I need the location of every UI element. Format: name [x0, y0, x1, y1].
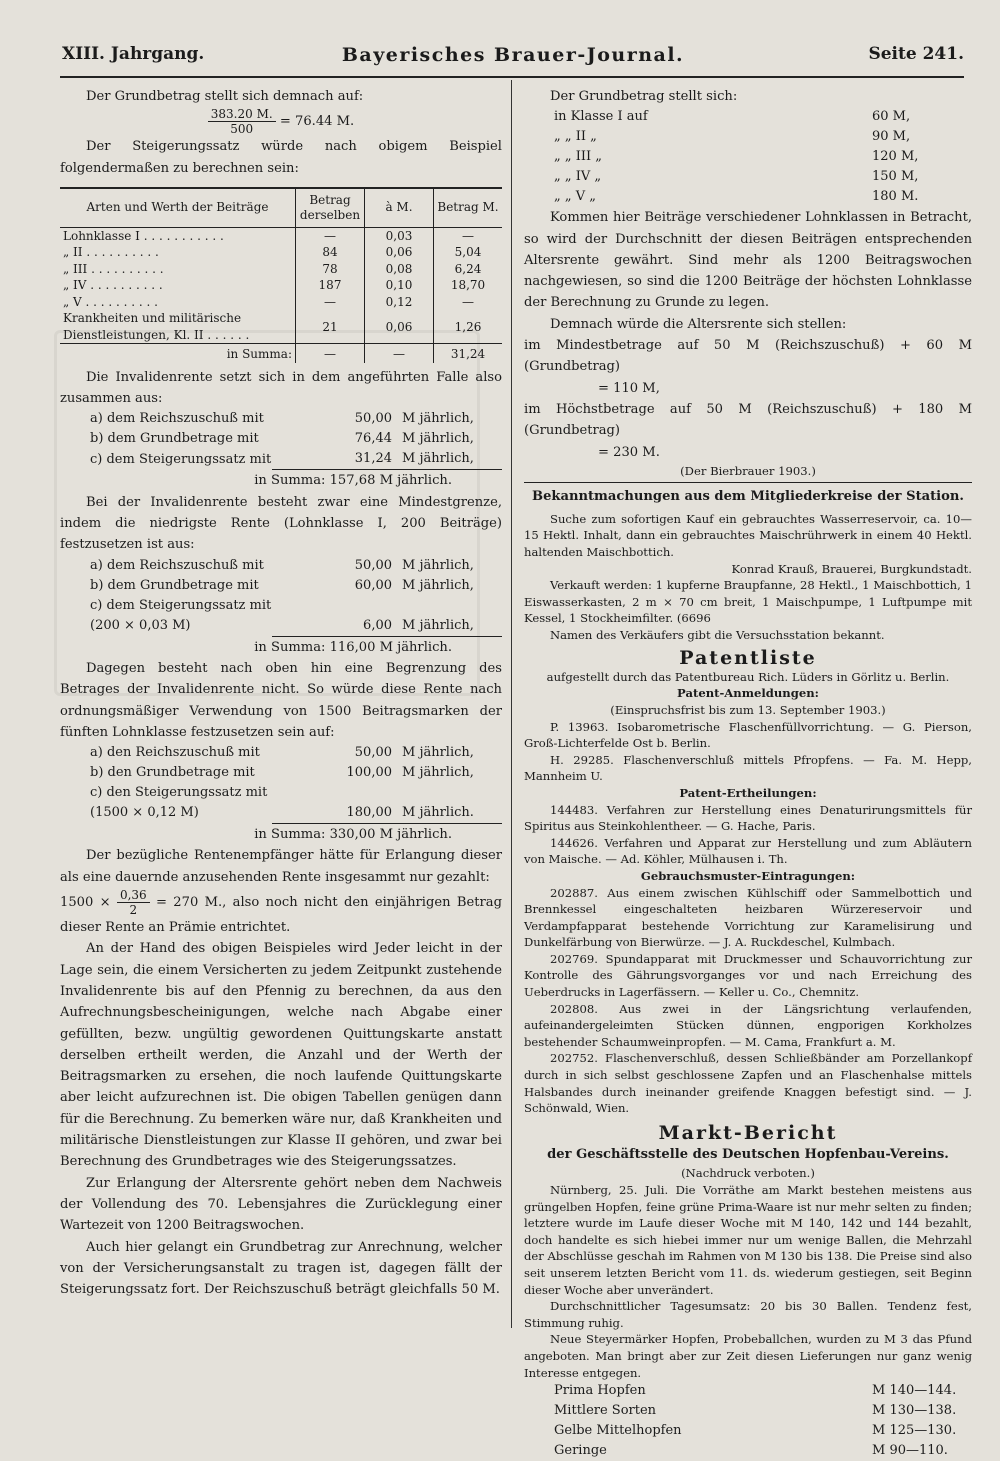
item-amount: 31,24 — [272, 449, 398, 470]
patent-entry: 202887. Aus einem zwischen Kühlschiff oder Sammelbottich und Brennkessel eingeschalteten heizbaren Würzereservoir und Verdampfapparat bestehende Vorrichtung zur Karamelisirung und Dunkelfärbung von Bierwürze. — J. A. Ruckdeschel, Kulmbach. — [524, 885, 972, 950]
item-unit — [398, 596, 502, 616]
row-label: Lohnklasse I . . . . . . . . . . . — [63, 228, 224, 243]
table-header: Arten und Werth der Beiträge — [60, 188, 296, 228]
item-unit: M jährlich, — [398, 449, 502, 470]
item-unit: M jährlich, — [402, 557, 474, 573]
table-cell: — — [365, 344, 434, 363]
list-item — [524, 107, 972, 127]
list-item — [60, 783, 502, 803]
item-amount: 100,00 — [346, 765, 392, 781]
price-value: M 90—110. — [872, 1443, 948, 1459]
item-label: a) dem Reichszuschuß mit — [90, 411, 264, 427]
item-label: c) dem Steigerungssatz mit — [90, 597, 272, 613]
market-paragraph: Neue Steyermärker Hopfen, Probeballchen, wurden zu M 3 das Pfund angeboten. Man bringt aber zur Zeit diesen Lieferungen nur ganz wenig Interesse entgegen. — [524, 1332, 972, 1380]
column-divider — [511, 80, 512, 1328]
subsection-title: Patent-Ertheilungen: — [679, 785, 817, 800]
item-label: b) den Grundbetrage mit — [90, 765, 255, 781]
amount-list — [60, 409, 502, 470]
list-item — [60, 803, 502, 824]
contributions-table — [60, 187, 502, 363]
table-cell: 0,08 — [365, 261, 434, 278]
patent-entry: 144483. Verfahren zur Herstellung eines Denaturirungsmittels für Spiritus aus Steinkohlentheer. — G. Hache, Paris. — [524, 802, 972, 834]
table-cell: 0,10 — [365, 277, 434, 294]
price-label: Geringe — [554, 1443, 607, 1459]
list-item — [524, 147, 972, 167]
market-paragraph: Durchschnittlicher Tagesumsatz: 20 bis 30 Ballen. Tendenz fest, Stimmung ruhig. — [524, 1299, 972, 1330]
item-unit: M jährlich, — [398, 616, 502, 637]
table-cell: 84 — [296, 244, 365, 261]
subsection-note: (Einspruchsfrist bis zum 13. September 1903.) — [610, 702, 886, 717]
utility-models — [524, 885, 972, 1117]
table-cell: 31,24 — [434, 344, 503, 363]
paragraph: Die Invalidenrente setzt sich in dem angeführten Falle also zusammen aus: — [60, 369, 502, 407]
paragraph: Der Grundbetrag stellt sich demnach auf: — [86, 89, 364, 104]
table-cell: 78 — [296, 261, 365, 278]
item-label: (1500 × 0,12 M) — [90, 805, 199, 821]
list-item — [524, 127, 972, 147]
item-label: b) dem Grundbetrage mit — [90, 577, 259, 593]
item-unit: M jährlich, — [402, 745, 474, 761]
patent-entry: 202769. Spundapparat mit Druckmesser und Schauvorrichtung zur Kontrolle des Gährungsvorganges vor und nach Erreichung des Ueberdrucks in Lagerfässern. — Keller u. Co., Chemnitz. — [524, 951, 972, 1000]
class-label: „ „ II „ — [554, 129, 597, 145]
item-amount — [272, 783, 398, 803]
table-header: Betrag derselben — [296, 188, 365, 228]
table-cell: — — [296, 227, 365, 244]
price-label: Prima Hopfen — [554, 1383, 646, 1399]
table-cell: 0,06 — [365, 244, 434, 261]
item-amount: 6,00 — [272, 616, 398, 637]
paragraph: Dagegen besteht nach oben hin eine Begrenzung des Betrages der Invalidenrente nicht. So würde diese Rente nach ordnungsmäßiger Verwendung von 1500 Beitragsmarken der fünften Lohnklasse festzusetzen sein auf: — [60, 660, 502, 740]
paragraph: Demnach würde die Altersrente sich stellen: — [550, 316, 847, 332]
paragraph: Der bezügliche Rentenempfänger hätte für Erlangung dieser als eine dauernde anzusehenden Rente insgesammt nur gezahlt: — [60, 848, 502, 885]
item-amount: 76,44 — [354, 431, 392, 447]
row-label: „ III . . . . . . . . . . — [63, 261, 164, 276]
item-amount: 60,00 — [354, 577, 392, 593]
page-header — [62, 44, 964, 76]
item-amount: 50,00 — [354, 411, 392, 427]
market-paragraph: Nürnberg, 25. Juli. Die Vorräthe am Markt bestehen meistens aus grüngelben Hopfen, feine grüne Prima-Waare ist nur mehr selten zu finden; letztere wurde im Laufe dieser Woche mit M 140, 142 und 144 bezahlt, doch handelte es sich hiebei immer nur um wenige Ballen, die Mehrzahl der Abschlüsse geschah im Rahmen von M 130 bis 138. Die Preise sind also seit unserem letzten Bericht vom 11. ds. wiederum gestiegen, seit Beginn dieser Woche aber unverändert. — [524, 1183, 972, 1297]
paragraph: Kommen hier Beiträge verschiedener Lohnklassen in Betracht, so wird der Durchschnitt der diesen Beiträgen entsprechenden Altersrente gewährt. Sind mehr als 1200 Beitragswochen nachgewiesen, so sind die 1200 Beiträge der höchsten Lohnklasse der Berechnung zu Grunde zu legen. — [524, 210, 972, 311]
section-title-market: Markt-Bericht — [658, 1121, 838, 1144]
table-cell: 0,06 — [365, 310, 434, 344]
table-row — [60, 310, 502, 344]
list-item — [60, 596, 502, 616]
right-column — [524, 86, 972, 1461]
table-cell: 1,26 — [434, 310, 503, 344]
price-label: Mittlere Sorten — [554, 1403, 657, 1419]
class-amount: 60 M, — [872, 109, 911, 125]
class-label: „ „ III „ — [554, 149, 603, 165]
source-note: (Der Bierbrauer 1903.) — [680, 463, 816, 478]
table-cell: 0,03 — [365, 227, 434, 244]
item-unit: M jährlich, — [402, 577, 474, 593]
journal-title: Bayerisches Brauer-Journal. — [341, 44, 685, 66]
list-item — [524, 167, 972, 187]
price-value: M 140—144. — [872, 1383, 957, 1399]
section-subtitle: aufgestellt durch das Patentbureau Rich. Lüders in Görlitz u. Berlin. — [546, 669, 950, 684]
fraction: $\frac{0,36}{2}$ — [117, 888, 150, 917]
price-row — [524, 1441, 972, 1461]
table-row — [60, 227, 502, 244]
list-item — [60, 763, 502, 783]
sum-line: in Summa: 330,00 M jährlich. — [254, 827, 452, 843]
item-label: b) dem Grundbetrage mit — [90, 431, 259, 447]
table-cell: 187 — [296, 277, 365, 294]
list-item — [524, 187, 972, 207]
class-amount-list — [524, 107, 972, 207]
patent-entry: 202752. Flaschenverschluß, dessen Schließbänder am Porzellankopf durch in sich selbst geschlossene Zapfen und an Flaschenhalse mittels Halsbandes durch ineinander greifende Knaggen befestigt sind. — J. Schönwald, Wien. — [524, 1051, 972, 1116]
class-amount: 150 M, — [872, 169, 919, 185]
table-cell: — — [296, 344, 365, 363]
table-row-sum — [60, 344, 502, 363]
price-list — [524, 1381, 972, 1461]
table-cell: — — [434, 294, 503, 311]
patent-grants — [524, 802, 972, 868]
table-body — [60, 227, 502, 363]
amount-list — [60, 556, 502, 637]
paragraph: Der Grundbetrag stellt sich: — [550, 89, 738, 104]
table-cell: 18,70 — [434, 277, 503, 294]
max-pension-line: im Höchstbetrage auf 50 M (Reichszuschuß) + 180 M (Grundbetrag) — [524, 401, 972, 439]
table-row — [60, 294, 502, 311]
item-label: a) den Reichszuschuß mit — [90, 745, 260, 761]
list-item — [60, 409, 502, 429]
list-item — [60, 429, 502, 449]
sum-line: in Summa: 157,68 M jährlich. — [254, 473, 452, 489]
fraction: $\frac{383.20 M.}{500}$ — [208, 107, 276, 136]
announcement-signature: Konrad Krauß, Brauerei, Burgkundstadt. — [731, 561, 972, 576]
item-unit: M jährlich, — [402, 765, 474, 781]
table-cell: — — [434, 227, 503, 244]
announcement: Suche zum sofortigen Kauf ein gebrauchtes Wasserreservoir, ca. 10—15 Hektl. Inhalt, dann ein gebrauchtes Maischrührwerk in einem 40 Hektl. haltenden Maischbottich. — [524, 511, 972, 559]
price-row — [524, 1381, 972, 1401]
max-pension-result: = 230 M. — [598, 444, 660, 460]
sum-label: in Summa: — [60, 344, 296, 363]
item-amount: 180,00 — [272, 803, 398, 824]
volume-label: XIII. Jahrgang. — [62, 44, 205, 64]
table-cell: 6,24 — [434, 261, 503, 278]
paragraph: An der Hand des obigen Beispieles wird Jeder leicht in der Lage sein, die einem Versicherten zu jedem Zeitpunkt zustehende Invalidenrente bis auf den Pfennig zu berechnen, da aus den Aufrechnungsbescheinigungen, welche nach Abgabe einer gefüllten, bezw. ungültig gewordenen Quittungskarte anstatt derselben ertheilt werden, die Anzahl und der Werth der Beitragsmarken zu ersehen, die noch laufende Quittungskarte aber leicht aufzurechnen ist. Die obigen Tabellen genügen dann für die Berechnung. Zu bemerken wäre nur, daß Krankheiten und militärische Dienstleistungen zur Klasse II gehören, und zwar bei Berechnung des Grundbetrages wie des Steigerungssatzes. — [60, 941, 502, 1170]
announcement: Namen des Verkäufers gibt die Versuchsstation bekannt. — [550, 627, 885, 642]
formula-premium: 1500 × $\frac{0,36}{2}$ = 270 M., also noch nicht den einjährigen Betrag dieser Rente an Prämie entrichtet. — [60, 888, 502, 936]
formula-grundbetrag: $\frac{383.20 M.}{500}$ = 76.44 M. — [60, 107, 502, 136]
row-label: „ II . . . . . . . . . . — [63, 245, 159, 260]
class-amount: 90 M, — [872, 129, 911, 145]
patent-applications — [524, 719, 972, 785]
class-label: „ „ IV „ — [554, 169, 602, 185]
min-pension-result: = 110 M, — [598, 380, 660, 396]
patent-entry: H. 29285. Flaschenverschluß mittels Pfropfens. — Fa. M. Hepp, Mannheim U. — [524, 752, 972, 784]
item-unit: M jährlich, — [402, 431, 474, 447]
class-amount: 180 M. — [872, 189, 919, 205]
list-item — [60, 743, 502, 763]
price-row — [524, 1421, 972, 1441]
min-pension-line: im Mindestbetrage auf 50 M (Reichszuschuß) + 60 M (Grundbetrag) — [524, 338, 972, 375]
list-item — [60, 616, 502, 637]
patent-entry: 202808. Aus zwei in der Längsrichtung verlaufenden, aufeinandergeleimten Stücken dünnen, engporigen Korkholzes bestehender Schaumweinpropfen. — M. Cama, Frankfurt a. M. — [524, 1001, 972, 1049]
sum-line: in Summa: 116,00 M jährlich. — [254, 639, 452, 655]
row-label: „ IV . . . . . . . . . . — [63, 278, 163, 293]
paragraph: Bei der Invalidenrente besteht zwar eine Mindestgrenze, indem die niedrigste Rente (Lohnklasse I, 200 Beiträge) festzusetzen ist aus: — [60, 494, 502, 553]
list-item — [60, 576, 502, 596]
item-label: c) dem Steigerungssatz mit — [90, 451, 272, 467]
table-cell: 0,12 — [365, 294, 434, 311]
patent-entry: 144626. Verfahren und Apparat zur Herstellung und zum Abläutern von Maische. — Ad. Köhler, Mülhausen i. Th. — [524, 835, 972, 867]
class-label: „ „ V „ — [554, 189, 596, 205]
list-item — [60, 449, 502, 470]
paragraph: Zur Erlangung der Altersrente gehört neben dem Nachweis der Vollendung des 70. Lebensjahres die Zurücklegung einer Wartezeit von 1200 Beitragswochen. — [60, 1175, 502, 1234]
item-label: (200 × 0,03 M) — [90, 617, 191, 633]
announcement: Verkauft werden: 1 kupferne Braupfanne, 28 Hektl., 1 Maischbottich, 1 Eiswasserkasten, 2 m × 70 cm breit, 1 Maischpumpe, 1 Luftpumpe mit Kessel, 1 Stockheimfilter. (6696 — [524, 578, 972, 626]
paragraph: Der Steigerungssatz würde nach obigem Beispiel folgendermaßen zu berechnen sein: — [60, 139, 502, 176]
section-title-announcements: Bekanntmachungen aus dem Mitgliederkreise der Station. — [524, 482, 972, 507]
table-cell: 5,04 — [434, 244, 503, 261]
table-cell: 21 — [296, 310, 365, 344]
row-label: Krankheiten und militärische Dienstleistungen, Kl. II . . . . . . — [63, 311, 250, 342]
price-value: M 125—130. — [872, 1423, 957, 1439]
section-subtitle: der Geschäftsstelle des Deutschen Hopfenbau-Vereins. — [547, 1147, 949, 1163]
amount-list — [60, 743, 502, 824]
page-number: Seite 241. — [868, 44, 964, 64]
item-amount — [272, 596, 398, 616]
price-row — [524, 1401, 972, 1421]
item-amount: 50,00 — [354, 745, 392, 761]
subsection-title: Patent-Anmeldungen: — [677, 686, 819, 701]
table-row — [60, 261, 502, 278]
item-amount: 50,00 — [354, 557, 392, 573]
table-row — [60, 244, 502, 261]
list-item — [60, 556, 502, 576]
item-label: a) dem Reichszuschuß mit — [90, 557, 264, 573]
table-cell: — — [296, 294, 365, 311]
item-unit — [398, 783, 502, 803]
left-column — [60, 86, 502, 1300]
item-unit: M jährlich, — [402, 411, 474, 427]
table-header: Betrag M. — [434, 188, 503, 228]
price-value: M 130—138. — [872, 1403, 957, 1419]
table-row — [60, 277, 502, 294]
subsection-title: Gebrauchsmuster-Eintragungen: — [640, 868, 856, 883]
reprint-note: (Nachdruck verboten.) — [681, 1166, 815, 1181]
class-label: in Klasse I auf — [554, 109, 648, 125]
row-label: „ V . . . . . . . . . . — [63, 294, 158, 309]
header-rule — [60, 76, 964, 78]
class-amount: 120 M, — [872, 149, 919, 165]
patent-entry: P. 13963. Isobarometrische Flaschenfüllvorrichtung. — G. Pierson, Groß-Lichterfelde Ost b. Berlin. — [524, 719, 972, 751]
paragraph: Auch hier gelangt ein Grundbetrag zur Anrechnung, welcher von der Versicherungsanstalt zu tragen ist, dagegen fällt der Steigerungssatz fort. Der Reichszuschuß beträgt gleichfalls 50 M. — [60, 1239, 502, 1298]
section-title-patents: Patentliste — [679, 646, 817, 669]
table-header: à M. — [365, 188, 434, 228]
item-label: c) den Steigerungssatz mit — [90, 785, 268, 801]
item-unit: M jährlich. — [398, 803, 502, 824]
price-label: Gelbe Mittelhopfen — [554, 1423, 682, 1439]
